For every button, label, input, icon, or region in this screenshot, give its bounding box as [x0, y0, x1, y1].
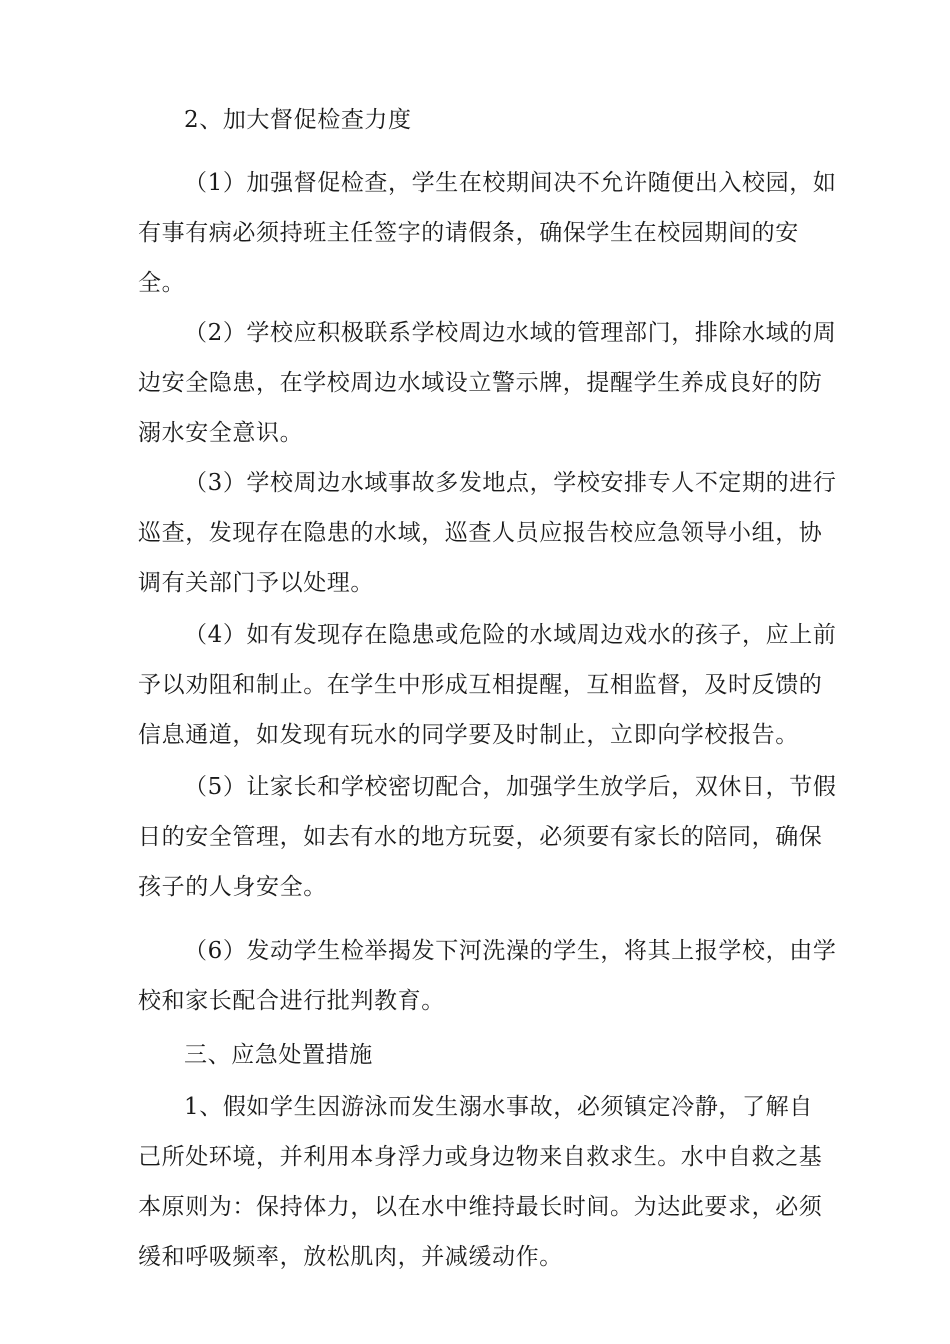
section-heading	[138, 95, 828, 145]
paragraph-line: 日的安全管理，如去有水的地方玩耍，必须要有家长的陪同，确保	[138, 824, 823, 850]
paragraph-line: 调有关部门予以处理。	[138, 570, 374, 596]
paragraph-item-3	[138, 458, 837, 608]
paragraph-line: 1、假如学生因游泳而发生溺水事故，必须镇定冷静，了解自	[184, 1094, 813, 1120]
paragraph-item-1	[138, 158, 837, 308]
paragraph-measure-1	[138, 1082, 828, 1282]
paragraph-line: 巡查，发现存在隐患的水域，巡查人员应报告校应急领导小组，协	[138, 520, 823, 546]
paragraph-line: 校和家长配合进行批判教育。	[138, 988, 445, 1014]
paragraph-line: 2、加大督促检查力度	[184, 107, 412, 133]
paragraph-line: 三、应急处置措施	[184, 1042, 373, 1068]
paragraph-line: 己所处环境，并利用本身浮力或身边物来自救求生。水中自救之基	[138, 1144, 823, 1170]
paragraph-line: （3）学校周边水域事故多发地点，学校安排专人不定期的进行	[184, 470, 837, 496]
paragraph-line: 边安全隐患，在学校周边水域设立警示牌，提醒学生养成良好的防	[138, 370, 823, 396]
section-heading	[138, 1030, 828, 1080]
paragraph-line: 予以劝阻和制止。在学生中形成互相提醒，互相监督，及时反馈的	[138, 672, 823, 698]
paragraph-item-2	[138, 308, 837, 458]
paragraph-line: 孩子的人身安全。	[138, 874, 327, 900]
paragraph-item-4	[138, 610, 837, 760]
paragraph-item-5	[138, 762, 837, 912]
paragraph-line: 溺水安全意识。	[138, 420, 304, 446]
paragraph-line: （4）如有发现存在隐患或危险的水域周边戏水的孩子，应上前	[184, 622, 837, 648]
paragraph-line: （6）发动学生检举揭发下河洗澡的学生，将其上报学校，由学	[184, 938, 837, 964]
paragraph-line: 有事有病必须持班主任签字的请假条，确保学生在校园期间的安	[138, 220, 799, 246]
paragraph-line: （5）让家长和学校密切配合，加强学生放学后，双休日，节假	[184, 774, 837, 800]
paragraph-line: 缓和呼吸频率，放松肌肉，并减缓动作。	[138, 1244, 563, 1270]
paragraph-item-6	[138, 926, 837, 1026]
paragraph-line: 全。	[138, 270, 186, 296]
paragraph-line: 信息通道，如发现有玩水的同学要及时制止，立即向学校报告。	[138, 722, 799, 748]
paragraph-line: （2）学校应积极联系学校周边水域的管理部门，排除水域的周	[184, 320, 837, 346]
paragraph-line: 本原则为：保持体力，以在水中维持最长时间。为达此要求，必须	[138, 1194, 823, 1220]
paragraph-line: （1）加强督促检查，学生在校期间决不允许随便出入校园，如	[184, 170, 837, 196]
